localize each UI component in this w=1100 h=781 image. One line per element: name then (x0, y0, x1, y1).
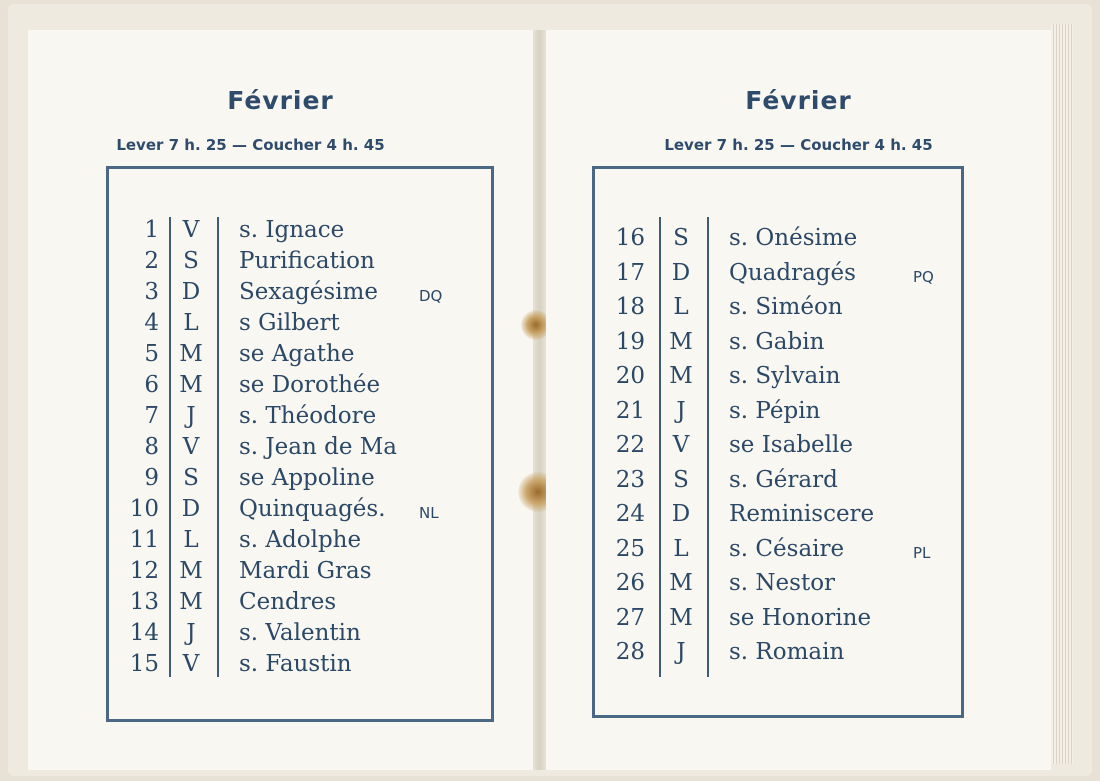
booklet (8, 4, 1092, 776)
day-row (595, 396, 961, 430)
day-of-week: M (669, 328, 693, 355)
day-number: 26 (615, 570, 645, 596)
saint-name: s. Romain (729, 639, 845, 665)
day-number: 8 (144, 434, 159, 460)
moon-phase: NL (419, 504, 439, 522)
day-row (595, 499, 961, 533)
saint-name: se Appoline (239, 465, 375, 491)
day-number: 2 (144, 248, 159, 274)
day-of-week: J (676, 397, 686, 424)
day-row (109, 246, 491, 280)
saint-name: Purification (239, 248, 375, 274)
saint-name: s. Sylvain (729, 363, 841, 389)
saint-name: s. Adolphe (239, 527, 362, 553)
moon-phase: PQ (913, 267, 934, 286)
day-of-week: J (186, 403, 196, 429)
sunrise-sunset: Lever 7 h. 25 — Coucher 4 h. 45 (116, 136, 385, 154)
day-number: 13 (129, 589, 159, 615)
day-number: 23 (615, 466, 645, 493)
day-of-week: D (181, 279, 201, 305)
day-row (595, 258, 961, 292)
saint-name: se Agathe (239, 341, 355, 367)
day-row (595, 603, 961, 637)
day-row (595, 568, 961, 602)
day-row (595, 465, 961, 499)
day-row (109, 308, 491, 342)
day-number: 16 (615, 225, 645, 251)
day-of-week: L (673, 294, 689, 320)
day-row (109, 494, 491, 528)
day-of-week: M (669, 363, 693, 389)
saint-name: s. Gabin (729, 328, 825, 355)
day-number: 17 (615, 259, 645, 286)
day-row (109, 339, 491, 373)
day-row (595, 292, 961, 326)
day-of-week: V (182, 651, 200, 677)
day-row (595, 534, 961, 568)
day-number: 28 (615, 639, 645, 665)
left-page (28, 30, 533, 770)
day-number: 21 (615, 397, 645, 424)
day-number: 10 (129, 496, 159, 522)
day-of-week: S (183, 465, 199, 491)
saint-name: Quinquagés. (239, 496, 386, 522)
days-table-right (592, 166, 964, 718)
day-number: 12 (129, 558, 159, 584)
day-of-week: D (181, 496, 201, 522)
day-number: 14 (129, 620, 159, 646)
day-number: 5 (144, 341, 159, 367)
day-of-week: V (182, 217, 200, 243)
day-number: 20 (615, 363, 645, 389)
day-of-week: L (673, 535, 689, 562)
saint-name: se Dorothée (239, 372, 381, 398)
day-row (109, 463, 491, 497)
saint-name: s. Jean de Ma (239, 434, 398, 460)
day-row (109, 215, 491, 249)
day-of-week: D (671, 259, 691, 286)
day-row (109, 649, 491, 683)
moon-phase: DQ (419, 287, 443, 305)
day-of-week: M (179, 341, 203, 367)
saint-name: Mardi Gras (239, 558, 372, 584)
day-of-week: M (179, 589, 203, 615)
day-number: 25 (615, 535, 645, 562)
saint-name: s. Ignace (239, 217, 345, 243)
day-of-week: L (183, 310, 199, 336)
day-row (595, 223, 961, 257)
saint-name: s. Pépin (729, 397, 821, 424)
saint-name: se Isabelle (729, 432, 853, 458)
saint-name: s. Gérard (729, 466, 838, 493)
saint-name: s. Valentin (239, 620, 361, 646)
saint-name: Reminiscere (729, 501, 875, 527)
days-table-left (106, 166, 494, 722)
day-row (595, 430, 961, 464)
saint-name: Sexagésime (239, 279, 378, 305)
sunrise-sunset: Lever 7 h. 25 — Coucher 4 h. 45 (664, 136, 933, 154)
saint-name: s. Faustin (239, 651, 352, 677)
day-number: 9 (144, 465, 159, 491)
day-row (109, 556, 491, 590)
month-title: Février (227, 86, 334, 115)
saint-name: Cendres (239, 589, 337, 615)
day-number: 7 (144, 403, 159, 429)
day-of-week: M (179, 372, 203, 398)
right-page (546, 30, 1051, 770)
day-row (595, 327, 961, 361)
day-number: 22 (615, 432, 645, 458)
day-number: 11 (129, 527, 159, 553)
day-number: 1 (144, 217, 159, 243)
saint-name: s. Césaire (729, 535, 845, 562)
day-of-week: S (673, 225, 689, 251)
day-row (109, 277, 491, 311)
day-number: 27 (615, 604, 645, 631)
day-of-week: D (671, 501, 691, 527)
day-number: 18 (615, 294, 645, 320)
day-number: 19 (615, 328, 645, 355)
saint-name: se Honorine (729, 604, 872, 631)
day-of-week: J (676, 639, 686, 665)
day-row (109, 525, 491, 559)
day-row (595, 361, 961, 395)
saint-name: s. Onésime (729, 225, 858, 251)
day-of-week: M (179, 558, 203, 584)
day-of-week: V (182, 434, 200, 460)
page-edges (1051, 24, 1073, 764)
saint-name: s. Siméon (729, 294, 843, 320)
day-row (109, 432, 491, 466)
day-of-week: S (673, 466, 689, 493)
saint-name: Quadragés (729, 259, 856, 286)
day-number: 6 (144, 372, 159, 398)
day-number: 4 (144, 310, 159, 336)
moon-phase: PL (913, 543, 931, 562)
saint-name: s. Théodore (239, 403, 377, 429)
day-row (595, 637, 961, 671)
day-of-week: M (669, 570, 693, 596)
day-of-week: M (669, 604, 693, 631)
gutter (533, 30, 546, 770)
day-of-week: J (186, 620, 196, 646)
day-number: 24 (615, 501, 645, 527)
day-row (109, 401, 491, 435)
day-number: 15 (129, 651, 159, 677)
day-of-week: S (183, 248, 199, 274)
day-row (109, 587, 491, 621)
month-title: Février (745, 86, 852, 115)
day-of-week: L (183, 527, 199, 553)
saint-name: s Gilbert (239, 310, 340, 336)
day-of-week: V (672, 432, 690, 458)
day-row (109, 370, 491, 404)
day-row (109, 618, 491, 652)
day-number: 3 (144, 279, 159, 305)
saint-name: s. Nestor (729, 570, 836, 596)
